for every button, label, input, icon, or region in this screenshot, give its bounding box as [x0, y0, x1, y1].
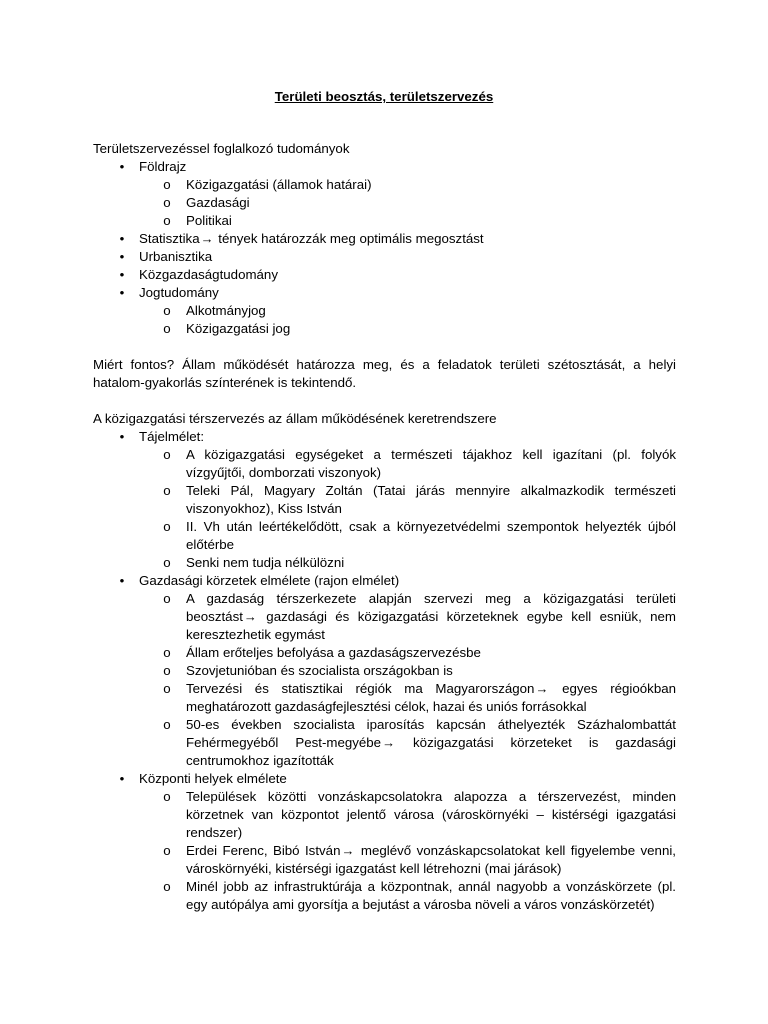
arrow-icon: → [243, 609, 257, 624]
sub-bullet-marker: o [163, 645, 171, 660]
list-item: • Urbanisztika [93, 248, 676, 266]
bullet-marker: • [119, 249, 125, 264]
sub-bullet-marker: o [163, 303, 171, 318]
sub-list-item: o Közigazgatási jog [163, 321, 291, 336]
bullet-marker: • [119, 771, 125, 786]
sub-list-item: o Települések közötti vonzáskapcsolatokra alapozza a térszervezést, minden körzetnek van központot jelentő városa (városkörnyéki – kistérségi igazgatási rendszer) [163, 789, 676, 840]
sub-list-item: o Szovjetunióban és szocialista országokban is [163, 663, 453, 678]
list-item: • Földrajz [93, 158, 676, 176]
section-heading-sciences: Területszervezéssel foglalkozó tudományok [93, 141, 350, 156]
sub-list-item: o Politikai [163, 213, 232, 228]
list-item: • Központi helyek elmélete [93, 770, 676, 788]
sub-bullet-marker: o [163, 843, 171, 858]
sub-list-item: o Teleki Pál, Magyary Zoltán (Tatai járás mennyire alkalmazkodik természeti viszonyokhoz), Kiss István [163, 483, 676, 516]
sub-bullet-marker: o [163, 555, 171, 570]
arrow-icon: → [341, 843, 355, 858]
document-body [93, 140, 676, 914]
sub-bullet-marker: o [163, 663, 171, 678]
sub-bullet-marker: o [163, 879, 171, 894]
sub-bullet-marker: o [163, 195, 171, 210]
sub-bullet-marker: o [163, 483, 171, 498]
sub-list-item: o Erdei Ferenc, Bibó István→ meglévő vonzáskapcsolatokat kell figyelembe venni, városkörnyéki, kistérségi igazgatást kell létrehozni (mai járások) [163, 843, 676, 876]
sub-list-item: o Közigazgatási (államok határai) [163, 177, 372, 192]
sub-bullet-marker: o [163, 681, 171, 696]
sub-list-item: o A gazdaság térszerkezete alapján szervezi meg a közigazgatási területi beosztást→ gazdasági és közigazgatási körzeteknek egybe kell esniük, nem keresztezhetik egymást [163, 591, 676, 642]
section-heading-framework: A közigazgatási térszervezés az állam működésének keretrendszere [93, 411, 497, 426]
sub-bullet-marker: o [163, 213, 171, 228]
bullet-marker: • [119, 159, 125, 174]
sub-list-item: o Gazdasági [163, 195, 250, 210]
sub-bullet-marker: o [163, 789, 171, 804]
sub-bullet-marker: o [163, 519, 171, 534]
arrow-icon: → [535, 681, 549, 696]
arrow-icon: → [382, 735, 396, 750]
theories-list [93, 428, 676, 914]
sub-list-item: o Minél jobb az infrastruktúrája a központnak, annál nagyobb a vonzáskörzete (pl. egy autópálya ami gyorsítja a bejutást a városba növeli a város vonzáskörzetét) [163, 879, 676, 912]
sub-list-item: o Senki nem tudja nélkülözni [163, 555, 345, 570]
sub-list-item: o A közigazgatási egységeket a természeti tájakhoz kell igazítani (pl. folyók vízgyűjtői, domborzati viszonyok) [163, 447, 676, 480]
list-item: • Statisztika→ tények határozzák meg optimális megosztást [93, 230, 676, 248]
bullet-marker: • [119, 231, 125, 246]
sub-bullet-marker: o [163, 717, 171, 732]
bullet-marker: • [119, 285, 125, 300]
list-item: • Közgazdaságtudomány [93, 266, 676, 284]
list-item: • Gazdasági körzetek elmélete (rajon elmélet) [93, 572, 676, 590]
bullet-marker: • [119, 267, 125, 282]
sub-list-item: o Állam erőteljes befolyása a gazdaságszervezésbe [163, 645, 481, 660]
sub-list-item: o Tervezési és statisztikai régiók ma Magyarországon→ egyes régioókban meghatározott gazdaságfejlesztési célok, hazai és uniós forrásokkal [163, 681, 677, 714]
sub-bullet-marker: o [163, 591, 171, 606]
sub-bullet-marker: o [163, 177, 171, 192]
sub-list-item: o 50-es években szocialista iparosítás kapcsán áthelyezték Százhalombattát Fehérmegyéből Pest-megyébe→ közigazgatási körzeteket is gazdasági centrumokhoz igazították [163, 717, 676, 768]
paragraph-why-important: Miért fontos? Állam működését határozza meg, és a feladatok területi szétosztását, a helyi hatalom-gyakorlás színterének is tekintendő. [93, 357, 676, 390]
bullet-marker: • [119, 573, 125, 588]
arrow-icon: → [200, 231, 214, 246]
sub-list-item: o Alkotmányjog [163, 303, 266, 318]
sciences-list [93, 158, 676, 338]
sub-bullet-marker: o [163, 447, 171, 462]
bullet-marker: • [119, 429, 125, 444]
page-title: Területi beosztás, területszervezés [274, 89, 494, 104]
sub-bullet-marker: o [163, 321, 171, 336]
sub-list-item: o II. Vh után leértékelődött, csak a környezetvédelmi szempontok helyezték újból előtérbe [163, 519, 676, 552]
list-item: • Tájelmélet: [93, 428, 676, 446]
list-item: • Jogtudomány [93, 284, 676, 302]
